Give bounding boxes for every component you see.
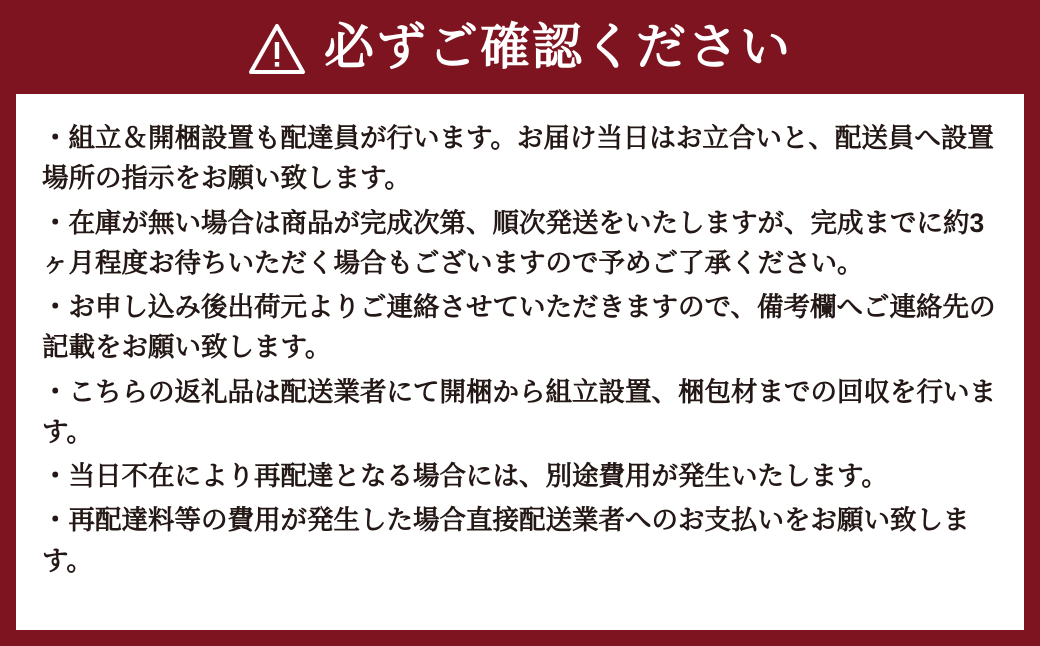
list-item: ・在庫が無い場合は商品が完成次第、順次発送をいたしますが、完成までに約3ヶ月程度お待ちいただく場合もございますので予めご了承ください。	[42, 207, 985, 278]
list-item: ・組立＆開梱設置も配達員が行います。お届け当日はお立合いと、配送員へ設置場所の指示をお願い致します。	[42, 123, 994, 194]
notice-header	[0, 0, 1040, 94]
warning-triangle-icon	[248, 18, 306, 76]
list-item: ・再配達料等の費用が発生した場合直接配送業者へのお支払いをお願い致します。	[42, 505, 970, 576]
list-item: ・こちらの返礼品は配送業者にて開梱から組立設置、梱包材までの回収を行います。	[42, 376, 996, 447]
notice-body	[16, 94, 1024, 630]
list-item: ・お申し込み後出荷元よりご連絡させていただきますので、備考欄へご連絡先の記載をお願い致します。	[42, 292, 996, 363]
list-item: ・当日不在により再配達となる場合には、別途費用が発生いたします。	[42, 461, 888, 492]
page-title: 必ずご確認ください	[324, 19, 792, 75]
notice-list	[42, 118, 998, 581]
